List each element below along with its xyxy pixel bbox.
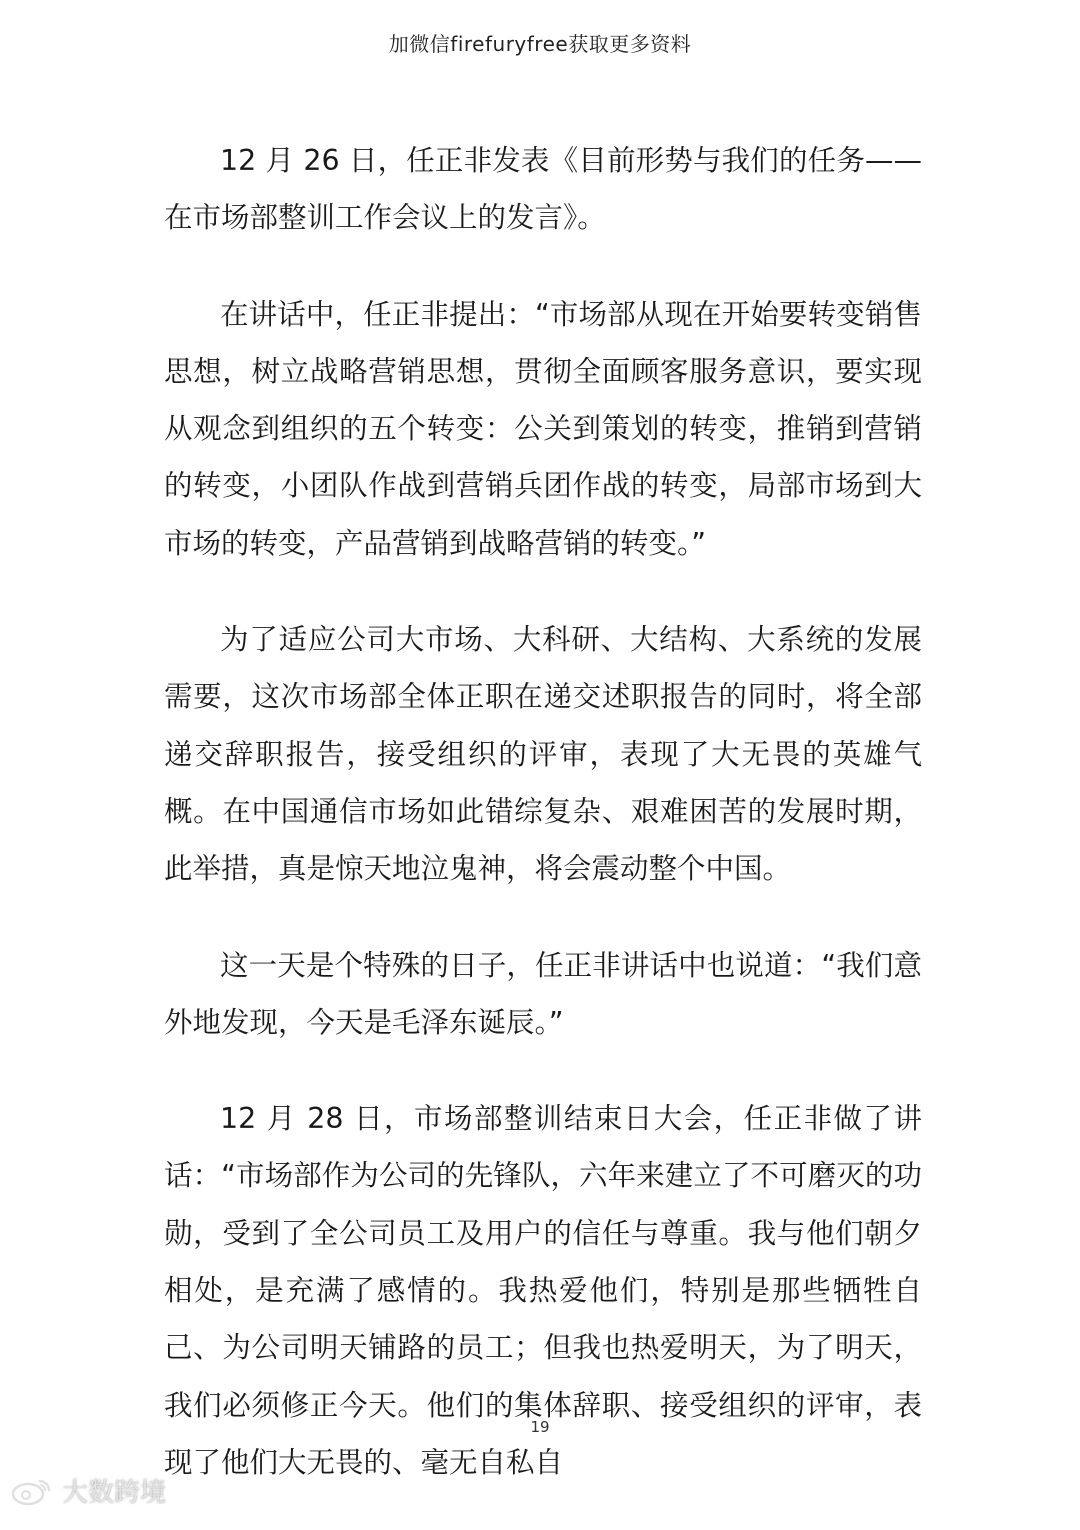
- page-number: 19: [530, 1418, 550, 1436]
- paragraph: 在讲话中，任正非提出：“市场部从现在开始要转变销售思想，树立战略营销思想，贯彻全面顾客服务意识，要实现从观念到组织的五个转变：公关到策划的转变，推销到营销的转变，小团队作战到营销兵团作战的转变，局部市场到大市场的转变，产品营销到战略营销的转变。”: [164, 297, 922, 560]
- watermark: [10, 1472, 166, 1509]
- paragraph: 这一天是个特殊的日子，任正非讲话中也说道：“我们意外地发现，今天是毛泽东诞辰。”: [164, 948, 922, 1039]
- paragraph: 12 月 26 日，任正非发表《目前形势与我们的任务——在市场部整训工作会议上的发言》。: [164, 144, 922, 235]
- paragraph: 12 月 28 日，市场部整训结束日大会，任正非做了讲话：“市场部作为公司的先锋队，六年来建立了不可磨灭的功勋，受到了全公司员工及用户的信任与尊重。我与他们朝夕相处，是充满了感情的。我热爱他们，特别是那些牺牲自己、为公司明天铺路的员工；但我也热爱明天，为了明天，我们必须修正今天。他们的集体辞职、接受组织的评审，表现了他们大无畏的、毫无自私自: [164, 1102, 922, 1479]
- page-header: 加微信firefuryfree获取更多资料: [388, 32, 692, 56]
- paragraph: 为了适应公司大市场、大科研、大结构、大系统的发展需要，这次市场部全体正职在递交述职报告的同时，将全部递交辞职报告，接受组织的评审，表现了大无畏的英雄气概。在中国通信市场如此错综复杂、艰难困苦的发展时期，此举措，真是惊天地泣鬼神，将会震动整个中国。: [164, 623, 922, 886]
- watermark-text: 大数跨境: [62, 1478, 167, 1508]
- document-body: [164, 132, 922, 1530]
- weibo-logo-icon: [10, 1476, 54, 1506]
